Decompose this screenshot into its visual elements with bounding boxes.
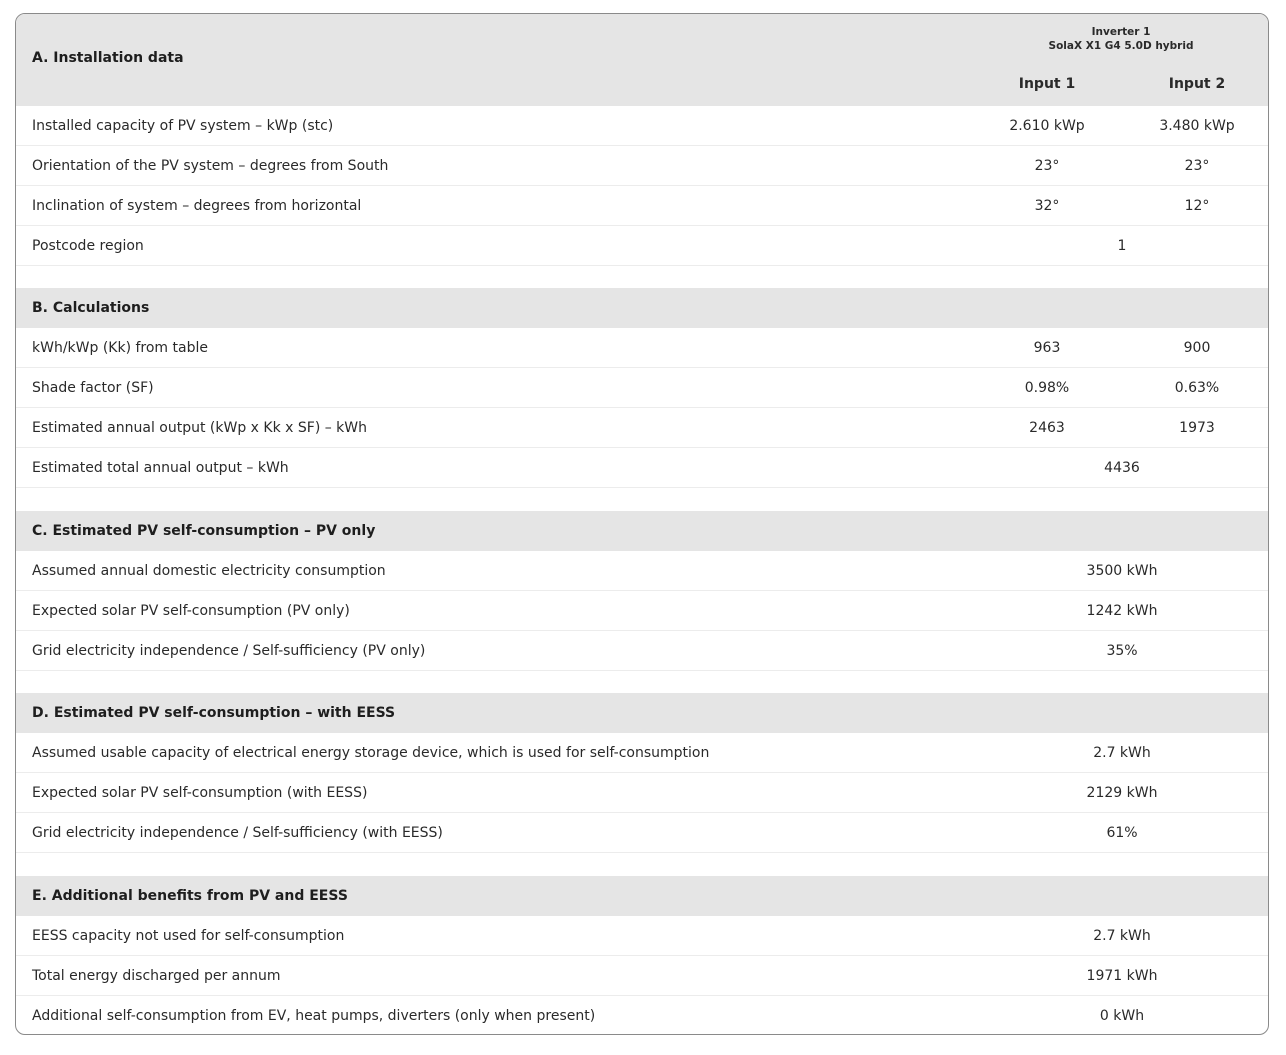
row-label: Orientation of the PV system – degrees from South — [32, 158, 389, 174]
row-label: kWh/kWp (Kk) from table — [32, 340, 208, 356]
table-row — [16, 328, 1268, 368]
input-2-value: 0.63% — [1174, 380, 1220, 396]
merged-value: 2129 kWh — [1086, 785, 1158, 801]
table-row — [16, 813, 1268, 853]
row-label: Additional self-consumption from EV, heat pumps, diverters (only when present) — [32, 1008, 596, 1024]
merged-value: 35% — [1106, 643, 1138, 659]
table-row — [16, 226, 1268, 266]
input-1-header: Input 1 — [1018, 76, 1076, 92]
row-label: EESS capacity not used for self-consumption — [32, 928, 345, 944]
input-1-value: 23° — [1034, 158, 1060, 174]
row-label: Shade factor (SF) — [32, 380, 154, 396]
table-row — [16, 106, 1268, 146]
row-label: Grid electricity independence / Self-sufficiency (with EESS) — [32, 825, 443, 841]
pv-results-table — [15, 13, 1269, 1035]
input-1-value: 32° — [1034, 198, 1060, 214]
section-a-title: A. Installation data — [32, 50, 184, 66]
input-2-value: 900 — [1183, 340, 1211, 356]
input-2-value: 23° — [1184, 158, 1210, 174]
section-c-title: C. Estimated PV self-consumption – PV only — [32, 523, 376, 539]
table-row — [16, 631, 1268, 671]
table-row — [16, 996, 1268, 1035]
inverter-name: Inverter 1 — [1091, 26, 1151, 38]
inverter-model: SolaX X1 G4 5.0D hybrid — [1048, 40, 1194, 52]
table-row — [16, 591, 1268, 631]
input-2-value: 1973 — [1179, 420, 1215, 436]
table-row — [16, 956, 1268, 996]
table-row — [16, 733, 1268, 773]
table-row — [16, 448, 1268, 488]
row-label: Postcode region — [32, 238, 144, 254]
merged-value: 61% — [1106, 825, 1138, 841]
input-1-value: 2.610 kWp — [1009, 118, 1085, 134]
section-e-header — [16, 876, 1268, 916]
input-2-value: 12° — [1184, 198, 1210, 214]
section-e-title: E. Additional benefits from PV and EESS — [32, 888, 348, 904]
row-label: Assumed annual domestic electricity consumption — [32, 563, 386, 579]
table-row — [16, 146, 1268, 186]
merged-value: 1971 kWh — [1086, 968, 1158, 984]
merged-value: 1 — [1117, 238, 1127, 254]
merged-value: 0 kWh — [1099, 1008, 1145, 1024]
merged-value: 2.7 kWh — [1093, 928, 1151, 944]
section-d-header — [16, 693, 1268, 733]
section-d-title: D. Estimated PV self-consumption – with EESS — [32, 705, 396, 721]
merged-value: 1242 kWh — [1086, 603, 1158, 619]
table-row — [16, 551, 1268, 591]
row-label: Grid electricity independence / Self-sufficiency (PV only) — [32, 643, 426, 659]
merged-value: 2.7 kWh — [1093, 745, 1151, 761]
row-label: Total energy discharged per annum — [32, 968, 281, 984]
table-row — [16, 408, 1268, 448]
merged-value: 3500 kWh — [1086, 563, 1158, 579]
input-2-value: 3.480 kWp — [1159, 118, 1235, 134]
row-label: Inclination of system – degrees from horizontal — [32, 198, 362, 214]
table-row — [16, 773, 1268, 813]
table-row — [16, 916, 1268, 956]
section-a-header — [16, 14, 1268, 106]
row-label: Assumed usable capacity of electrical energy storage device, which is used for self-consumption — [32, 745, 710, 761]
table-row — [16, 186, 1268, 226]
section-b-title: B. Calculations — [32, 300, 150, 316]
row-label: Estimated annual output (kWp x Kk x SF) – kWh — [32, 420, 368, 436]
input-1-value: 0.98% — [1024, 380, 1070, 396]
row-label: Expected solar PV self-consumption (PV only) — [32, 603, 350, 619]
section-b-header — [16, 288, 1268, 328]
input-2-header: Input 2 — [1168, 76, 1226, 92]
table-row — [16, 368, 1268, 408]
row-label: Installed capacity of PV system – kWp (stc) — [32, 118, 334, 134]
input-1-value: 2463 — [1029, 420, 1065, 436]
row-label: Estimated total annual output – kWh — [32, 460, 289, 476]
section-c-header — [16, 511, 1268, 551]
row-label: Expected solar PV self-consumption (with EESS) — [32, 785, 368, 801]
merged-value: 4436 — [1104, 460, 1140, 476]
input-1-value: 963 — [1033, 340, 1061, 356]
